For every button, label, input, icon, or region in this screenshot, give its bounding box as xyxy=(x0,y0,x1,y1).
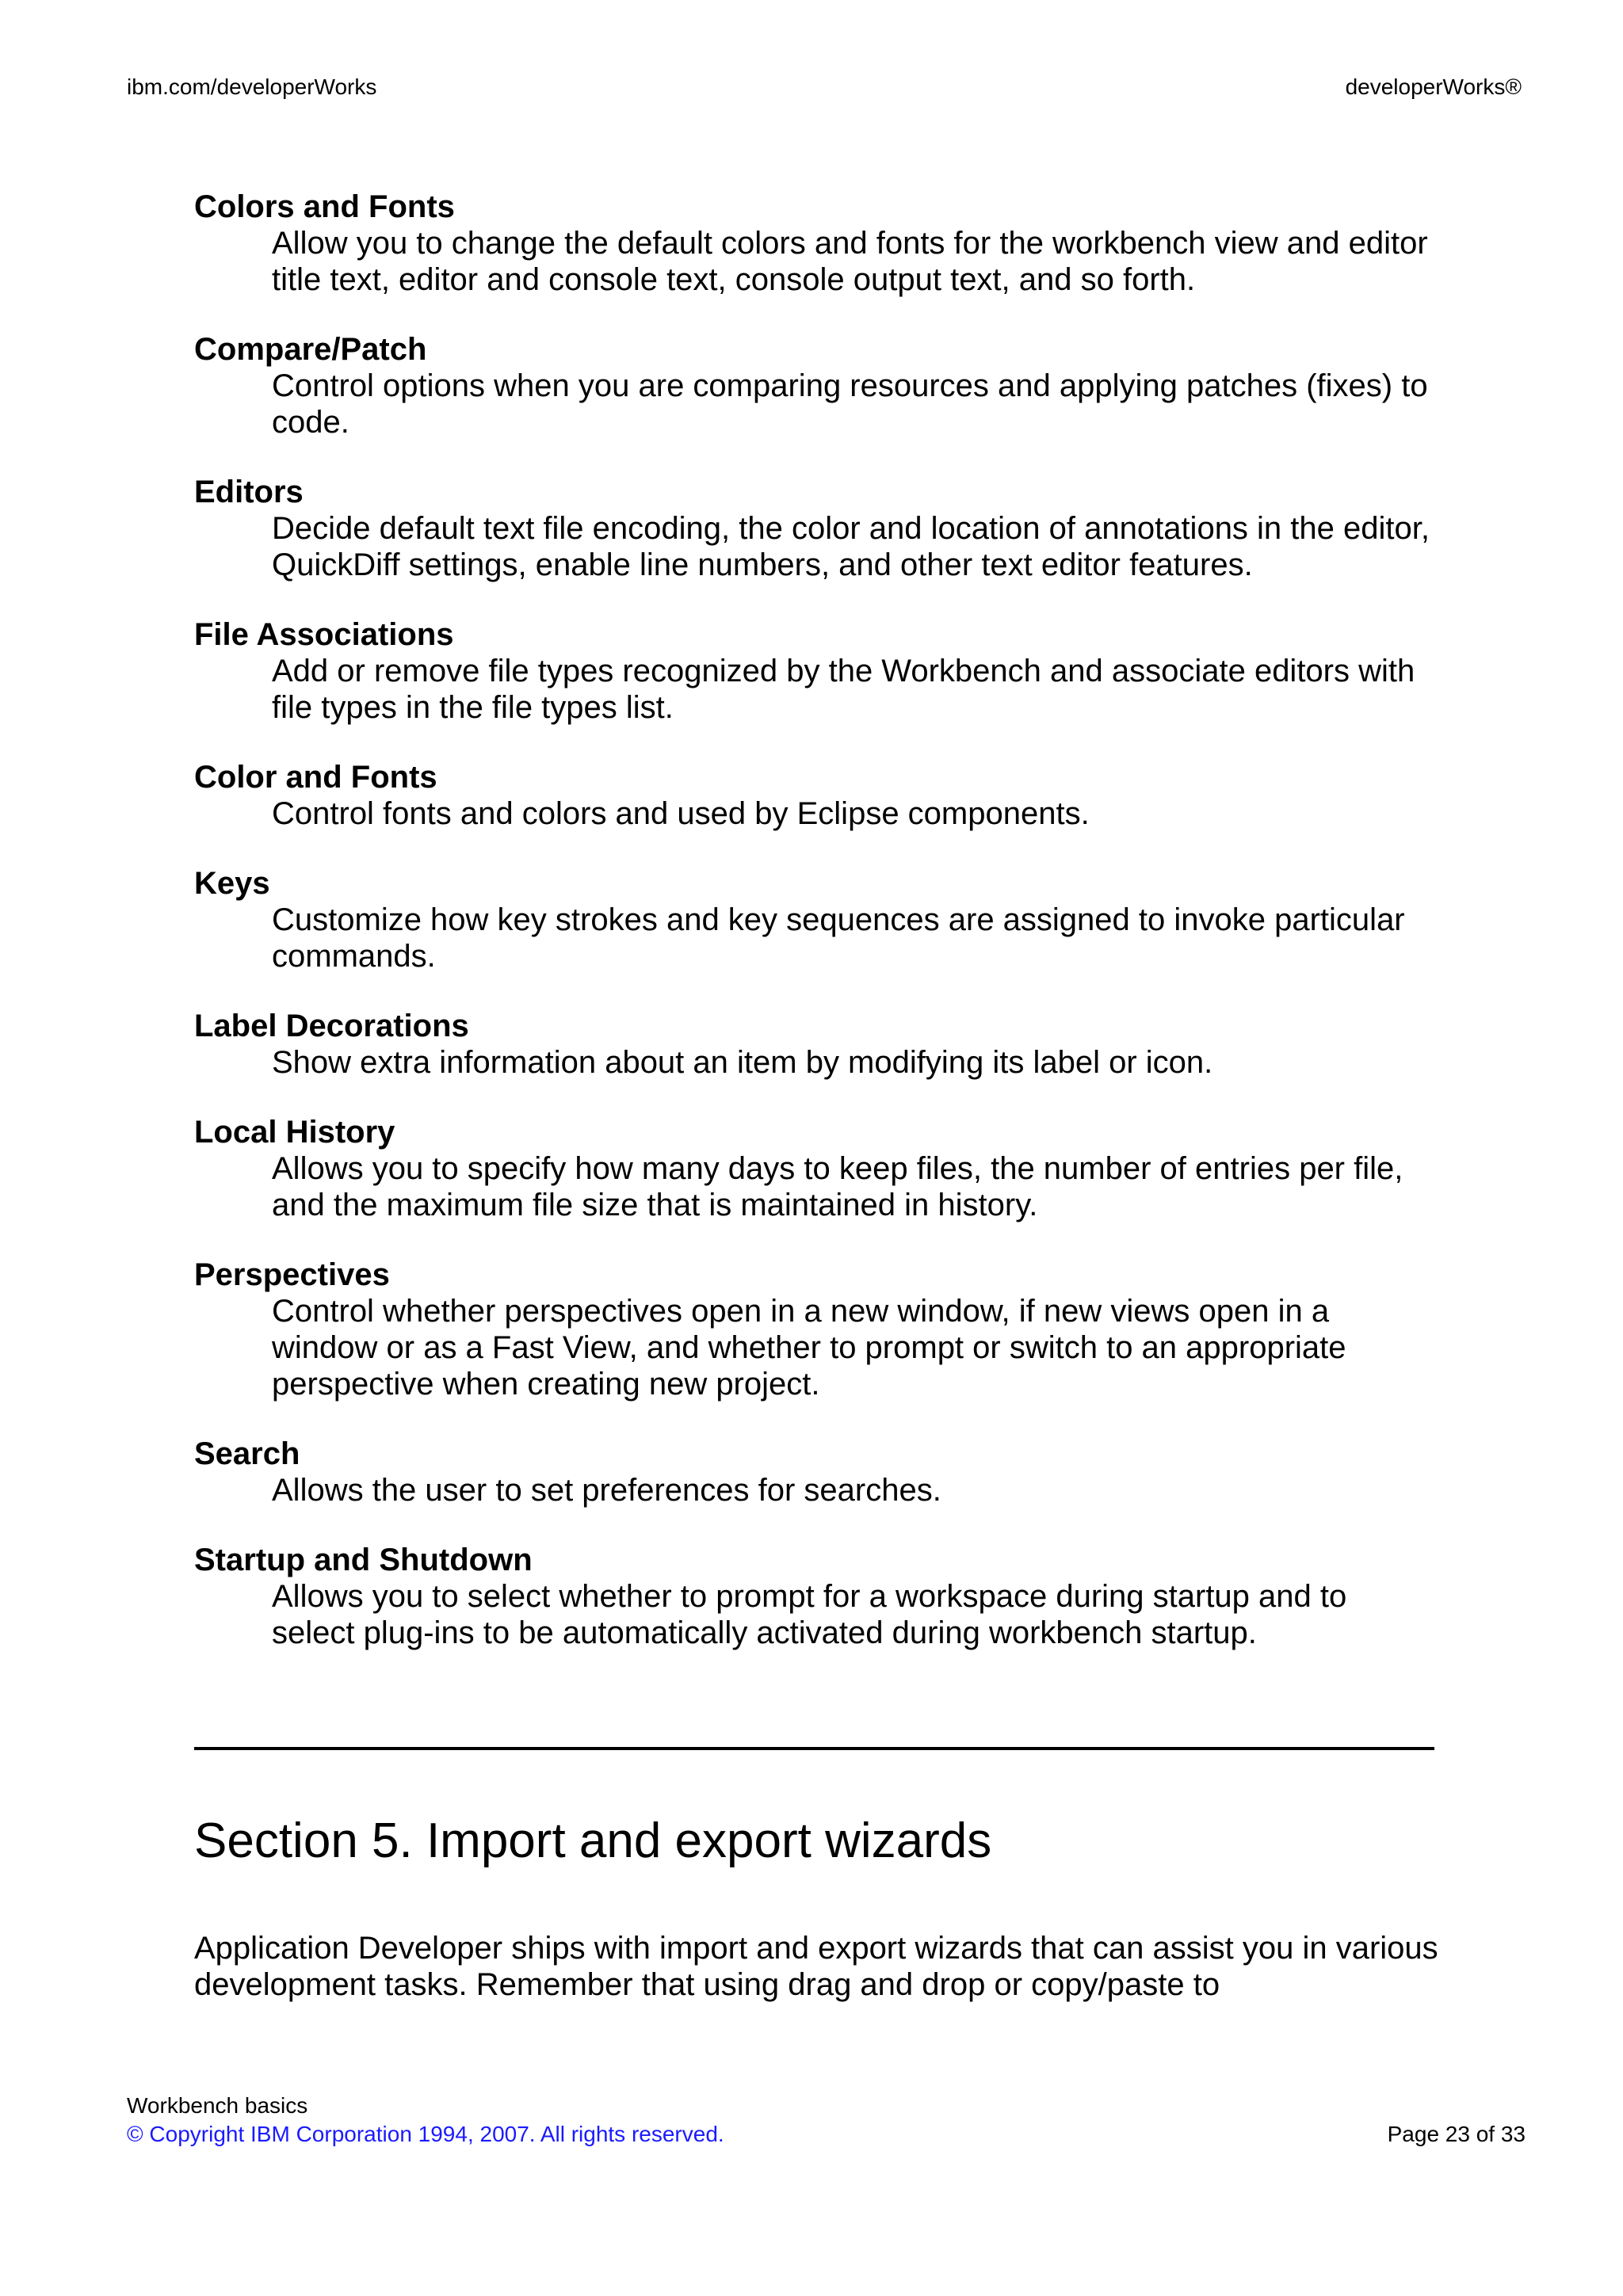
page-footer xyxy=(127,2092,1526,2149)
definition-description: Control options when you are comparing resources and applying patches (fixes) to code. xyxy=(272,368,1428,440)
definition-item xyxy=(194,189,1430,298)
definition-description: Allows you to specify how many days to keep files, the number of entries per file, and the maximum file size that is maintained in history. xyxy=(272,1151,1403,1222)
definition-term: Compare/Patch xyxy=(194,332,427,367)
definition-item xyxy=(194,474,1430,583)
definition-description: Allows the user to set preferences for searches. xyxy=(272,1473,941,1508)
definition-item xyxy=(194,1257,1430,1402)
definition-term: Keys xyxy=(194,866,270,901)
definition-description: Decide default text file encoding, the color and location of annotations in the editor, QuickDiff settings, enable line numbers, and other text editor features. xyxy=(272,511,1430,582)
definition-term: Color and Fonts xyxy=(194,760,437,795)
definition-description: Customize how key strokes and key sequences are assigned to invoke particular commands. xyxy=(272,902,1405,974)
definition-description: Control fonts and colors and used by Eclipse components. xyxy=(272,796,1090,831)
footer-copyright-link[interactable]: © Copyright IBM Corporation 1994, 2007. All rights reserved. xyxy=(127,2122,724,2146)
definition-term: Search xyxy=(194,1436,300,1471)
footer-page-number: Page 23 of 33 xyxy=(1387,2122,1526,2146)
definition-term: Colors and Fonts xyxy=(194,189,455,224)
definition-item xyxy=(194,1542,1430,1651)
section-intro-paragraph: Application Developer ships with import and export wizards that can assist you in various development tasks. Remember that using drag and drop or copy/paste to xyxy=(194,1931,1438,2002)
definition-term: Startup and Shutdown xyxy=(194,1543,533,1577)
header-site-url: ibm.com/developerWorks xyxy=(127,74,377,99)
definition-item xyxy=(194,616,1430,726)
definition-item xyxy=(194,1008,1430,1081)
definition-item xyxy=(194,865,1430,974)
definition-description: Allows you to select whether to prompt for a workspace during startup and to select plug-ins to be automatically activated during workbench startup. xyxy=(272,1579,1347,1650)
definition-item xyxy=(194,1436,1430,1508)
definition-term: Label Decorations xyxy=(194,1009,469,1043)
definition-term: Editors xyxy=(194,475,304,509)
definition-item xyxy=(194,1114,1430,1223)
definition-term: Perspectives xyxy=(194,1257,390,1292)
definition-term: Local History xyxy=(194,1115,395,1150)
definition-description: Control whether perspectives open in a new window, if new views open in a window or as a Fast View, and whether to prompt or switch to an appropriate perspective when creating new project. xyxy=(272,1294,1346,1402)
preferences-definition-list xyxy=(194,189,1430,1684)
definition-term: File Associations xyxy=(194,617,454,652)
section-title: Section 5. Import and export wizards xyxy=(194,1814,992,1868)
definition-description: Add or remove file types recognized by the Workbench and associate editors with file types in the file types list. xyxy=(272,654,1415,725)
definition-item xyxy=(194,759,1430,832)
footer-document-name: Workbench basics xyxy=(127,2093,308,2118)
section-divider xyxy=(194,1747,1434,1750)
definition-description: Allow you to change the default colors and fonts for the workbench view and editor title text, editor and console text, console output text, and so forth. xyxy=(272,226,1428,297)
definition-item xyxy=(194,331,1430,441)
header-brand: developerWorks® xyxy=(1345,74,1522,99)
definition-description: Show extra information about an item by modifying its label or icon. xyxy=(272,1045,1213,1080)
page-header xyxy=(127,74,1522,106)
